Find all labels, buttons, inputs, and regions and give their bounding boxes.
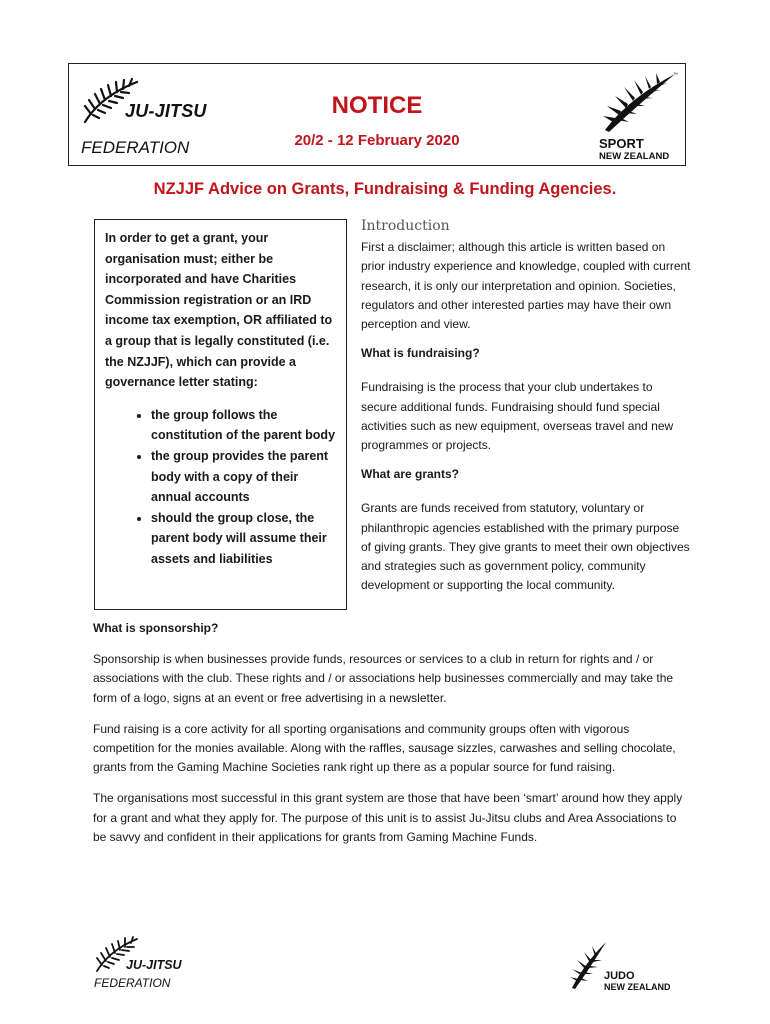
judo-nz-logo: [568, 938, 688, 998]
logo-text-federation: FEDERATION: [81, 138, 190, 157]
notice-date: 20/2 - 12 February 2020: [294, 132, 460, 149]
fundraising-answer: Fundraising is the process that your club undertakes to secure additional funds. Fundraising should fund special activities such as new equipment, overseas travel and new programmes or projects.: [361, 380, 674, 453]
footer-logo-text-federation: FEDERATION: [94, 976, 171, 990]
logo-text-judo: JUDO: [604, 970, 635, 982]
fundraising-question: What is fundraising?: [361, 346, 480, 361]
eligibility-callout-box: [94, 219, 347, 610]
silver-fern-icon: [568, 938, 608, 990]
trademark-mark: ™: [673, 72, 678, 78]
notice-title: NOTICE: [331, 92, 423, 119]
silver-fern-icon: [599, 70, 679, 134]
sponsorship-question: What is sponsorship?: [93, 621, 219, 635]
document-title: NZJJF Advice on Grants, Fundraising & Funding Agencies.: [153, 180, 617, 198]
footer-logo-text-jujitsu: JU-JITSU: [126, 958, 182, 972]
sport-nz-logo: [599, 70, 679, 162]
callout-bullet: • should the group close, the parent body will assume their assets and liabilities: [151, 508, 338, 570]
introduction-heading: Introduction: [361, 218, 450, 234]
fundraising-paragraph: Fund raising is a core activity for all sporting organisations and community groups often with vigorous competition for the monies available. Along with the raffles, sausage sizzles, carwashes and selling chocolate, grants from the Gaming Machine Societies rank right up there as a popular source for fund raising.: [93, 721, 676, 775]
grants-answer: Grants are funds received from statutory, voluntary or philanthropic agencies established with the primary purpose of giving grants. They give grants to meet their own objectives and strategies such as government policy, community development or supporting the local community.: [361, 501, 690, 593]
footer-ju-jitsu-logo: [94, 934, 214, 994]
logo-text-jujitsu: JU-JITSU: [125, 101, 207, 121]
logo-text-new-zealand: NEW ZEALAND: [604, 982, 671, 992]
sponsorship-paragraph: Sponsorship is when businesses provide funds, resources or services to a club in return for rights and / or associations with the club. These rights and / or associations help businesses commercially and may take the form of a logo, signs at an event or free advertising in a newsletter.: [93, 652, 674, 705]
logo-text-new-zealand: NEW ZEALAND: [599, 151, 670, 162]
logo-text-sport: SPORT: [599, 136, 644, 151]
callout-intro: In order to get a grant, your organisation must; either be incorporated and have Charities Commission registration or an IRD income tax exemption, OR affiliated to a group that is legally constituted (i.e. the NZJJF), which can provide a governance letter stating:: [105, 231, 333, 390]
right-column: [361, 217, 691, 595]
notice-header: [68, 63, 686, 166]
introduction-text: First a disclaimer; although this article is written based on prior industry experience and knowledge, coupled with current research, it is only our interpretation and opinion. Societies, regulators and other interested parties may have their own perception and view.: [361, 240, 691, 332]
callout-bullet: • the group provides the parent body with a copy of their annual accounts: [151, 446, 338, 508]
grants-question: What are grants?: [361, 467, 460, 482]
organisations-paragraph: The organisations most successful in this grant system are those that have been ‘smart’ around how they apply for a grant and what they apply for. The purpose of this unit is to assist Ju-Jitsu clubs and Area Associations to be savvy and confident in their applications for grants from Gaming Machine Funds.: [93, 791, 683, 844]
callout-bullet-list: [105, 405, 338, 570]
main-body: [93, 619, 683, 859]
callout-bullet: • the group follows the constitution of the parent body: [151, 405, 338, 446]
